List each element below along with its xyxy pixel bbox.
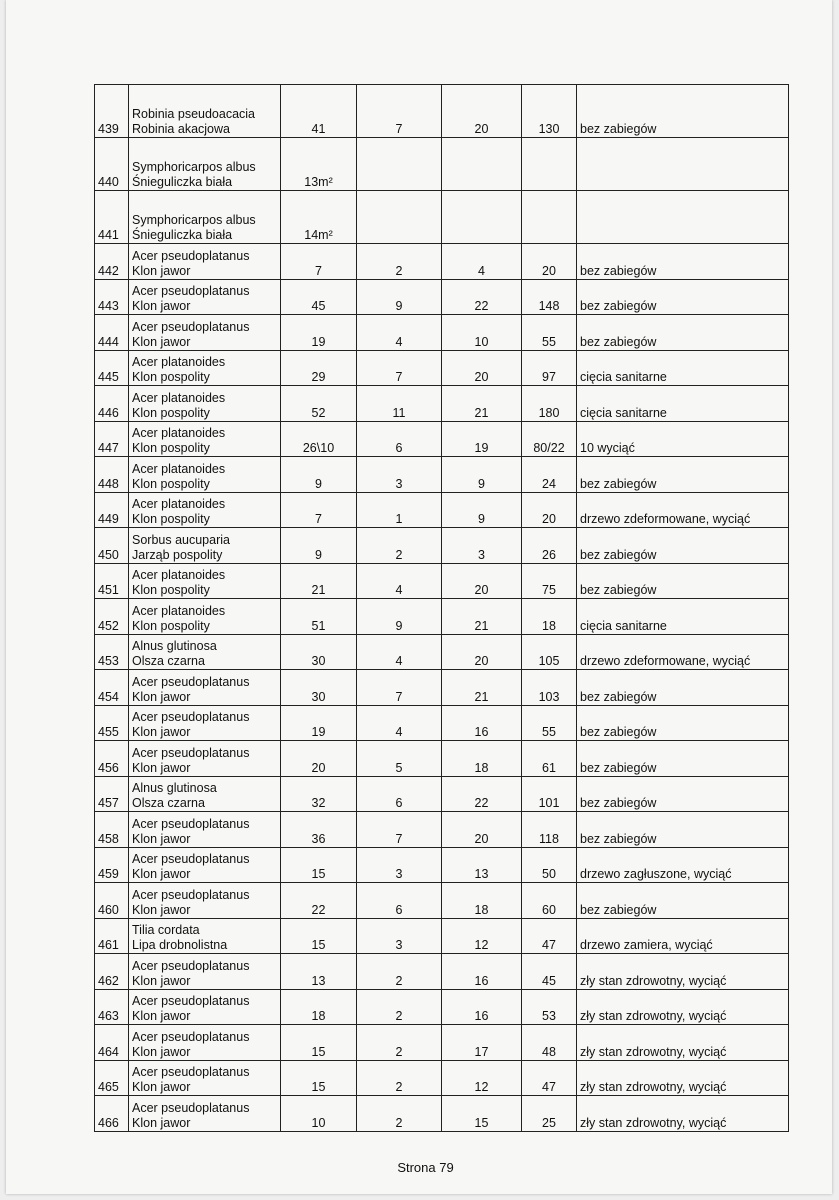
value-col-3: 20: [442, 350, 522, 386]
value-col-3: 21: [442, 670, 522, 706]
tree-number: 450: [95, 528, 129, 564]
latin-name: Acer platanoides: [132, 461, 226, 476]
value-col-3: 22: [442, 776, 522, 812]
value-col-3: 3: [442, 528, 522, 564]
value-col-4: 103: [522, 670, 577, 706]
table-row: [95, 634, 789, 670]
value-col-3: 21: [442, 599, 522, 635]
value-col-1: 36: [281, 812, 357, 848]
table-body: [95, 85, 789, 1132]
value-col-1: 41: [281, 85, 357, 138]
tree-number: 455: [95, 705, 129, 741]
treatment-note: bez zabiegów: [577, 279, 789, 315]
tree-number: 446: [95, 386, 129, 422]
table-row: [95, 989, 789, 1025]
value-col-2: 2: [357, 989, 442, 1025]
value-col-4: 55: [522, 705, 577, 741]
latin-name: Acer platanoides: [132, 426, 226, 440]
latin-name: Acer pseudoplatanus: [132, 994, 250, 1008]
treatment-note: drzewo zdeformowane, wyciąć: [577, 634, 789, 670]
value-col-3: 9: [442, 457, 522, 493]
treatment-note: bez zabiegów: [577, 315, 789, 351]
species-name: [129, 954, 281, 990]
polish-name: Klon pospolity: [132, 441, 210, 455]
value-col-1: 9: [281, 457, 357, 493]
value-col-1: 10: [281, 1096, 357, 1132]
polish-name: Klon jawor: [132, 263, 191, 278]
value-col-4: 48: [522, 1025, 577, 1061]
treatment-note: drzewo zdeformowane, wyciąć: [577, 492, 789, 528]
value-col-4: 60: [522, 883, 577, 919]
latin-name: Acer platanoides: [132, 497, 226, 511]
value-col-4: 55: [522, 315, 577, 351]
polish-name: Klon jawor: [132, 973, 191, 988]
tree-number: 453: [95, 634, 129, 670]
latin-name: Robinia pseudoacacia: [132, 107, 256, 121]
species-name: [129, 634, 281, 670]
treatment-note: bez zabiegów: [577, 705, 789, 741]
value-col-2: 2: [357, 1096, 442, 1132]
value-col-4: 20: [522, 492, 577, 528]
value-col-3: 15: [442, 1096, 522, 1132]
value-col-2: [357, 138, 442, 191]
treatment-note: [577, 191, 789, 244]
polish-name: Jarząb pospolity: [132, 547, 223, 562]
value-col-1: 14m²: [281, 191, 357, 244]
species-name: [129, 1096, 281, 1132]
species-name: [129, 279, 281, 315]
table-row: [95, 138, 789, 191]
table-row: [95, 918, 789, 954]
polish-name: Klon jawor: [132, 1009, 191, 1023]
polish-name: Klon pospolity: [132, 476, 210, 491]
value-col-2: 6: [357, 776, 442, 812]
value-col-2: 2: [357, 244, 442, 280]
treatment-note: bez zabiegów: [577, 244, 789, 280]
tree-number: 466: [95, 1096, 129, 1132]
polish-name: Klon jawor: [132, 867, 191, 881]
value-col-2: 4: [357, 705, 442, 741]
tree-number: 462: [95, 954, 129, 990]
species-name: [129, 528, 281, 564]
value-col-2: 11: [357, 386, 442, 422]
value-col-1: 32: [281, 776, 357, 812]
value-col-3: 17: [442, 1025, 522, 1061]
value-col-3: 16: [442, 989, 522, 1025]
value-col-1: 52: [281, 386, 357, 422]
value-col-1: 15: [281, 1060, 357, 1096]
latin-name: Acer platanoides: [132, 355, 226, 369]
tree-inventory-table: [94, 84, 789, 1132]
species-name: [129, 1060, 281, 1096]
tree-number: 447: [95, 421, 129, 457]
treatment-note: zły stan zdrowotny, wyciąć: [577, 1096, 789, 1132]
value-col-1: 21: [281, 563, 357, 599]
polish-name: Lipa drobnolistna: [132, 938, 228, 952]
table-row: [95, 315, 789, 351]
value-col-3: 19: [442, 421, 522, 457]
treatment-note: zły stan zdrowotny, wyciąć: [577, 989, 789, 1025]
treatment-note: bez zabiegów: [577, 528, 789, 564]
value-col-3: 16: [442, 705, 522, 741]
value-col-1: 9: [281, 528, 357, 564]
table-row: [95, 847, 789, 883]
value-col-2: 5: [357, 741, 442, 777]
latin-name: Alnus glutinosa: [132, 639, 217, 653]
treatment-note: cięcia sanitarne: [577, 350, 789, 386]
polish-name: Klon jawor: [132, 299, 191, 313]
species-name: [129, 812, 281, 848]
polish-name: Klon pospolity: [132, 370, 210, 384]
value-col-4: 18: [522, 599, 577, 635]
polish-name: Klon jawor: [132, 334, 191, 349]
species-name: [129, 191, 281, 244]
value-col-3: 9: [442, 492, 522, 528]
value-col-4: 80/22: [522, 421, 577, 457]
polish-name: Klon jawor: [132, 1115, 191, 1130]
tree-number: 461: [95, 918, 129, 954]
page-number: Strona 79: [397, 1160, 454, 1175]
treatment-note: [577, 138, 789, 191]
value-col-4: 180: [522, 386, 577, 422]
value-col-2: 6: [357, 421, 442, 457]
treatment-note: zły stan zdrowotny, wyciąć: [577, 1025, 789, 1061]
species-name: [129, 85, 281, 138]
latin-name: Symphoricarpos albus: [132, 160, 256, 174]
value-col-3: [442, 138, 522, 191]
value-col-1: 19: [281, 705, 357, 741]
table-row: [95, 421, 789, 457]
treatment-note: bez zabiegów: [577, 812, 789, 848]
value-col-4: 24: [522, 457, 577, 493]
latin-name: Acer pseudoplatanus: [132, 710, 250, 724]
value-col-4: 130: [522, 85, 577, 138]
value-col-2: 4: [357, 315, 442, 351]
value-col-2: 6: [357, 883, 442, 919]
latin-name: Acer pseudoplatanus: [132, 1100, 250, 1115]
tree-number: 456: [95, 741, 129, 777]
treatment-note: bez zabiegów: [577, 741, 789, 777]
latin-name: Acer pseudoplatanus: [132, 248, 250, 263]
value-col-1: 15: [281, 918, 357, 954]
value-col-3: 20: [442, 812, 522, 848]
tree-number: 457: [95, 776, 129, 812]
value-col-2: 2: [357, 1025, 442, 1061]
value-col-2: 3: [357, 457, 442, 493]
tree-number: 463: [95, 989, 129, 1025]
table-row: [95, 457, 789, 493]
species-name: [129, 705, 281, 741]
table-row: [95, 1096, 789, 1132]
value-col-1: 22: [281, 883, 357, 919]
species-name: [129, 918, 281, 954]
species-name: [129, 1025, 281, 1061]
value-col-3: 21: [442, 386, 522, 422]
latin-name: Acer pseudoplatanus: [132, 887, 250, 902]
tree-number: 445: [95, 350, 129, 386]
species-name: [129, 563, 281, 599]
tree-number: 454: [95, 670, 129, 706]
value-col-2: 4: [357, 563, 442, 599]
value-col-1: 13: [281, 954, 357, 990]
tree-number: 443: [95, 279, 129, 315]
value-col-3: [442, 191, 522, 244]
table-row: [95, 492, 789, 528]
value-col-4: [522, 191, 577, 244]
value-col-4: 118: [522, 812, 577, 848]
value-col-2: 7: [357, 85, 442, 138]
tree-number: 458: [95, 812, 129, 848]
treatment-note: bez zabiegów: [577, 670, 789, 706]
value-col-4: 50: [522, 847, 577, 883]
table-row: [95, 563, 789, 599]
latin-name: Acer pseudoplatanus: [132, 1029, 250, 1044]
tree-number: 444: [95, 315, 129, 351]
table-row: [95, 670, 789, 706]
value-col-4: 148: [522, 279, 577, 315]
table-row: [95, 350, 789, 386]
polish-name: Klon pospolity: [132, 583, 210, 597]
tree-number: 440: [95, 138, 129, 191]
value-col-2: 7: [357, 812, 442, 848]
value-col-3: 12: [442, 1060, 522, 1096]
value-col-3: 13: [442, 847, 522, 883]
table-row: [95, 705, 789, 741]
value-col-1: 7: [281, 244, 357, 280]
species-name: [129, 350, 281, 386]
value-col-3: 20: [442, 634, 522, 670]
species-name: [129, 315, 281, 351]
treatment-note: bez zabiegów: [577, 457, 789, 493]
value-col-4: 101: [522, 776, 577, 812]
value-col-2: 7: [357, 670, 442, 706]
species-name: [129, 989, 281, 1025]
polish-name: Klon jawor: [132, 689, 191, 704]
value-col-1: 19: [281, 315, 357, 351]
table-row: [95, 1060, 789, 1096]
value-col-4: 47: [522, 1060, 577, 1096]
value-col-4: 47: [522, 918, 577, 954]
value-col-2: 2: [357, 954, 442, 990]
document-page: [6, 0, 832, 1194]
treatment-note: bez zabiegów: [577, 776, 789, 812]
value-col-1: 7: [281, 492, 357, 528]
polish-name: Olsza czarna: [132, 654, 205, 668]
table-row: [95, 954, 789, 990]
species-name: [129, 776, 281, 812]
table-row: [95, 599, 789, 635]
latin-name: Alnus glutinosa: [132, 781, 217, 795]
value-col-4: 20: [522, 244, 577, 280]
species-name: [129, 492, 281, 528]
tree-number: 459: [95, 847, 129, 883]
table-row: [95, 812, 789, 848]
table-row: [95, 776, 789, 812]
latin-name: Acer pseudoplatanus: [132, 852, 250, 866]
species-name: [129, 741, 281, 777]
table-row: [95, 741, 789, 777]
latin-name: Acer pseudoplatanus: [132, 284, 250, 298]
polish-name: Klon jawor: [132, 1044, 191, 1059]
latin-name: Sorbus aucuparia: [132, 532, 230, 547]
latin-name: Acer pseudoplatanus: [132, 674, 250, 689]
table-row: [95, 528, 789, 564]
table-row: [95, 386, 789, 422]
table-row: [95, 1025, 789, 1061]
table-row: [95, 85, 789, 138]
latin-name: Acer platanoides: [132, 603, 226, 618]
latin-name: Symphoricarpos albus: [132, 213, 256, 227]
polish-name: Klon jawor: [132, 902, 191, 917]
value-col-4: 26: [522, 528, 577, 564]
value-col-2: 9: [357, 279, 442, 315]
polish-name: Klon pospolity: [132, 405, 210, 420]
species-name: [129, 883, 281, 919]
species-name: [129, 244, 281, 280]
value-col-2: [357, 191, 442, 244]
species-name: [129, 421, 281, 457]
value-col-1: 15: [281, 847, 357, 883]
value-col-3: 10: [442, 315, 522, 351]
tree-number: 460: [95, 883, 129, 919]
tree-number: 451: [95, 563, 129, 599]
value-col-2: 1: [357, 492, 442, 528]
species-name: [129, 457, 281, 493]
species-name: [129, 386, 281, 422]
species-name: [129, 138, 281, 191]
table-row: [95, 244, 789, 280]
value-col-3: 20: [442, 563, 522, 599]
value-col-1: 15: [281, 1025, 357, 1061]
latin-name: Acer platanoides: [132, 568, 226, 582]
value-col-3: 18: [442, 741, 522, 777]
value-col-1: 13m²: [281, 138, 357, 191]
treatment-note: drzewo zagłuszone, wyciąć: [577, 847, 789, 883]
tree-number: 449: [95, 492, 129, 528]
value-col-1: 45: [281, 279, 357, 315]
polish-name: Klon jawor: [132, 831, 191, 846]
treatment-note: zły stan zdrowotny, wyciąć: [577, 1060, 789, 1096]
polish-name: Klon pospolity: [132, 512, 210, 526]
value-col-2: 2: [357, 528, 442, 564]
value-col-2: 3: [357, 918, 442, 954]
value-col-2: 7: [357, 350, 442, 386]
tree-number: 452: [95, 599, 129, 635]
latin-name: Acer pseudoplatanus: [132, 958, 250, 973]
tree-number: 464: [95, 1025, 129, 1061]
latin-name: Acer pseudoplatanus: [132, 1065, 250, 1079]
polish-name: Śnieguliczka biała: [132, 228, 233, 242]
value-col-1: 30: [281, 670, 357, 706]
species-name: [129, 599, 281, 635]
value-col-3: 12: [442, 918, 522, 954]
treatment-note: bez zabiegów: [577, 85, 789, 138]
value-col-3: 22: [442, 279, 522, 315]
value-col-4: 53: [522, 989, 577, 1025]
value-col-2: 2: [357, 1060, 442, 1096]
treatment-note: cięcia sanitarne: [577, 599, 789, 635]
species-name: [129, 670, 281, 706]
value-col-3: 20: [442, 85, 522, 138]
table-row: [95, 883, 789, 919]
value-col-4: [522, 138, 577, 191]
tree-number: 448: [95, 457, 129, 493]
value-col-4: 25: [522, 1096, 577, 1132]
latin-name: Acer pseudoplatanus: [132, 745, 250, 760]
treatment-note: bez zabiegów: [577, 883, 789, 919]
treatment-note: bez zabiegów: [577, 563, 789, 599]
value-col-2: 9: [357, 599, 442, 635]
value-col-1: 29: [281, 350, 357, 386]
latin-name: Tilia cordata: [132, 923, 200, 937]
polish-name: Olsza czarna: [132, 796, 205, 810]
polish-name: Klon jawor: [132, 1080, 191, 1094]
tree-number: 442: [95, 244, 129, 280]
treatment-note: zły stan zdrowotny, wyciąć: [577, 954, 789, 990]
latin-name: Acer pseudoplatanus: [132, 319, 250, 334]
treatment-note: drzewo zamiera, wyciąć: [577, 918, 789, 954]
tree-number: 465: [95, 1060, 129, 1096]
latin-name: Acer pseudoplatanus: [132, 816, 250, 831]
polish-name: Klon jawor: [132, 725, 191, 739]
value-col-3: 18: [442, 883, 522, 919]
value-col-1: 51: [281, 599, 357, 635]
table-row: [95, 279, 789, 315]
value-col-4: 61: [522, 741, 577, 777]
table-row: [95, 191, 789, 244]
value-col-2: 3: [357, 847, 442, 883]
value-col-1: 18: [281, 989, 357, 1025]
value-col-1: 30: [281, 634, 357, 670]
value-col-1: 26\10: [281, 421, 357, 457]
species-name: [129, 847, 281, 883]
value-col-4: 45: [522, 954, 577, 990]
value-col-3: 4: [442, 244, 522, 280]
tree-number: 441: [95, 191, 129, 244]
value-col-4: 97: [522, 350, 577, 386]
polish-name: Robinia akacjowa: [132, 122, 230, 136]
value-col-4: 105: [522, 634, 577, 670]
treatment-note: cięcia sanitarne: [577, 386, 789, 422]
polish-name: Klon pospolity: [132, 618, 210, 633]
value-col-1: 20: [281, 741, 357, 777]
latin-name: Acer platanoides: [132, 390, 226, 405]
treatment-note: 10 wyciąć: [577, 421, 789, 457]
tree-number: 439: [95, 85, 129, 138]
polish-name: Klon jawor: [132, 760, 191, 775]
value-col-2: 4: [357, 634, 442, 670]
polish-name: Śnieguliczka biała: [132, 175, 233, 189]
value-col-3: 16: [442, 954, 522, 990]
value-col-4: 75: [522, 563, 577, 599]
